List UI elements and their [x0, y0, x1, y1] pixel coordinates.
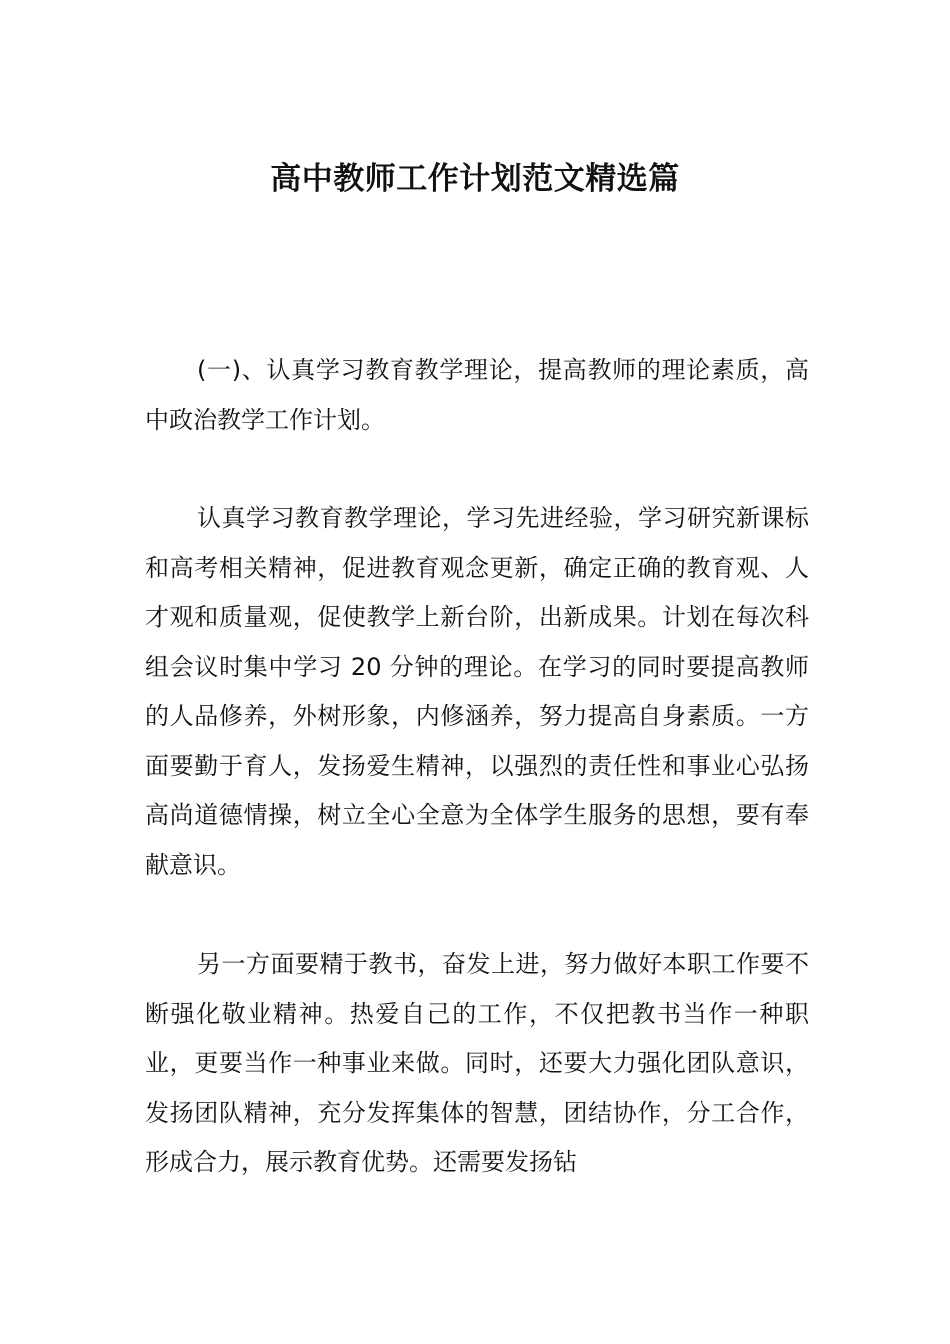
paragraph-1: (一)、认真学习教育教学理论，提高教师的理论素质，高中政治教学工作计划。	[145, 356, 809, 434]
paragraph-2: 认真学习教育教学理论，学习先进经验，学习研究新课标和高考相关精神，促进教育观念更新，确定正确的教育观、人才观和质量观，促使教学上新台阶，出新成果。计划在每次科组会议时集中学习 20 分钟的理论。在学习的同时要提高教师的人品修养，外树形象，内修涵养，努力提高自身素质。一方面要勤于育人，发扬爱生精神，以强烈的责任性和事业心弘扬高尚道德情操，树立全心全意为全体学生服务的思想，要有奉献意识。	[145, 504, 809, 879]
paragraph-3: 另一方面要精于教书，奋发上进，努力做好本职工作要不断强化敬业精神。热爱自己的工作，不仅把教书当作一种职业，更要当作一种事业来做。同时，还要大力强化团队意识，发扬团队精神，充分发挥集体的智慧，团结协作，分工合作，形成合力，展示教育优势。还需要发扬钻	[145, 950, 809, 1176]
document-title: 高中教师工作计划范文精选篇	[270, 161, 680, 197]
